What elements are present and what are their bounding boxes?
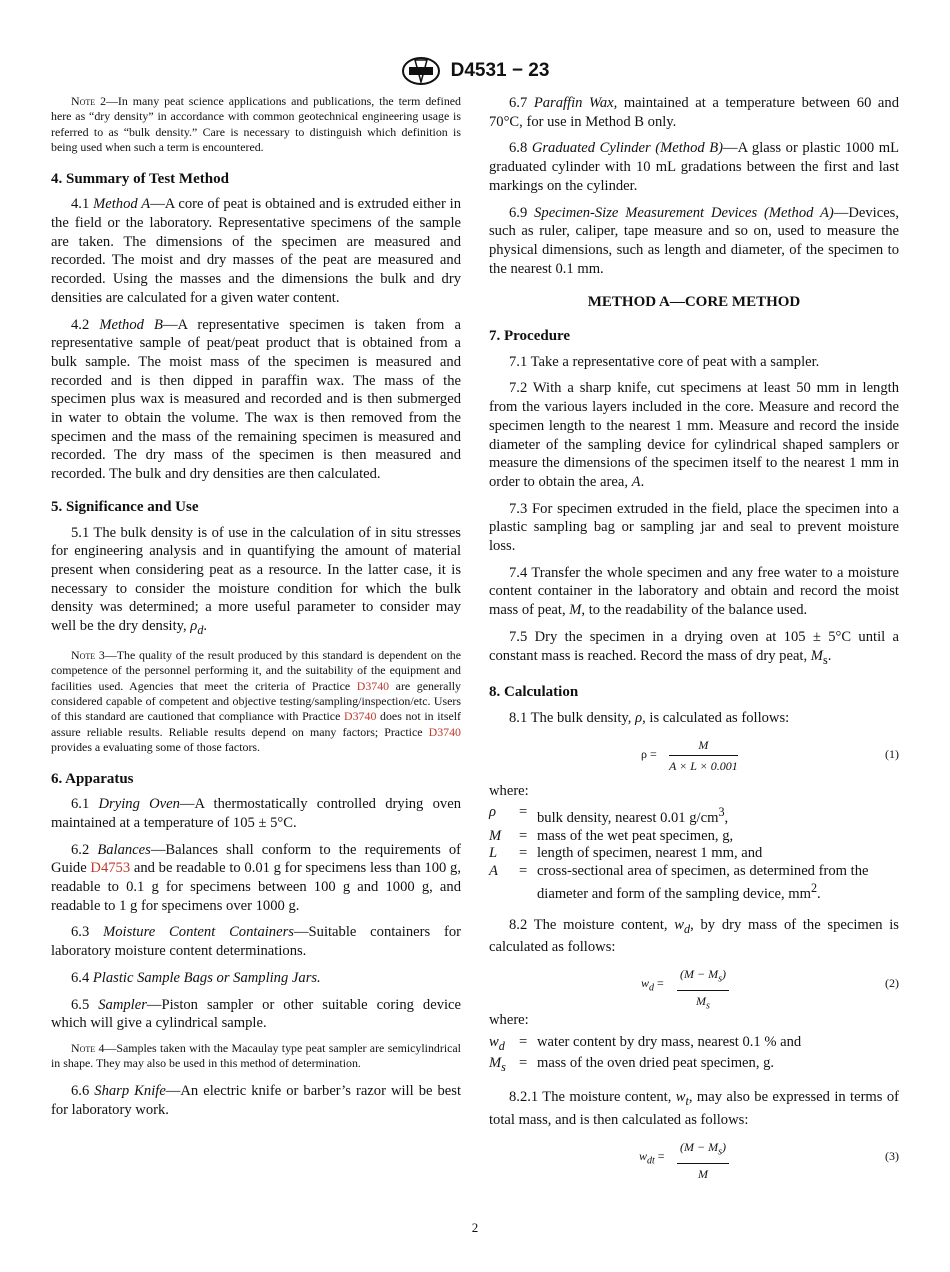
paragraph-4-2: 4.2 Method B—A representative specimen is taken from a representative sample of peat/peat product that is obtained from a bulk sample. The moist mass of the specimen is measured and recorded and is then dipped in paraffin wax. The mass of the specimen plus wax is measured and recorded and is then submerged in water to obtain the volume. The wax is then removed from the specimen and the mass of the remaining specimen is measured and recorded. The dry mass of the specimen is then measured and recorded. The bulk and dry densities are then calculated.	[51, 316, 461, 483]
page-number: 2	[471, 1220, 479, 1235]
page-header	[0, 56, 950, 86]
right-column	[489, 94, 899, 1184]
equation-2: $w_d$ = $\frac{(M - M_s)}{M_s}$ (2)	[641, 966, 899, 1012]
paragraph-6-6: 6.6 Sharp Knife—An electric knife or barber’s razor will be best for laboratory work.	[51, 1082, 462, 1118]
definition-item: M = mass of the wet peat specimen, g,	[489, 827, 734, 844]
note-3: Note 3—The quality of the result produced by this standard is dependent on the competence of the personnel performing it, and the suitability of the equipment and facilities used. Agencies that meet the criteria of Practice D3740 are generally considered capable of competent and objective testing/sampling/inspection/etc. Users of this standard are cautioned that compliance with Practice D3740 does not in itself assure reliable results. Reliable results depend on many factors; Practice D3740 provides a evaluating some of those factors.	[51, 647, 462, 755]
link-d4753[interactable]: D4753	[90, 860, 131, 877]
equation-3: $w_{dt}$ = $\frac{(M - M_s)}{M}$ (3)	[639, 1139, 899, 1181]
paragraph-4-1: 4.1 Method A—A core of peat is obtained and is extruded either in the field or the laboratory. Representative specimens of the sample are taken. The dimensions of the specimen are measured and recorded. The moist and dry masses of the peat are measured and recorded. Using the masses and the dimensions the bulk and dry densities are calculated for a given water content.	[51, 196, 461, 306]
left-column	[51, 94, 461, 1127]
where-label: where:	[489, 782, 529, 799]
paragraph-7-4: 7.4 Transfer the whole specimen and any free water to a moisture content container in the laboratory and obtain and record the moist mass of peat, M, to the readability of the balance used.	[489, 564, 899, 619]
paragraph-8-2: 8.2 The moisture content, $w_d$, by dry mass of the specimen is calculated as follows:	[489, 916, 899, 956]
paragraph-6-1: 6.1 Drying Oven—A thermostatically controlled drying oven maintained at a temperature of 105 ± 5°C.	[51, 796, 461, 831]
section-7-heading: 7. Procedure	[489, 328, 571, 345]
definitions-list-2	[489, 1034, 899, 1077]
note-4: Note 4—Samples taken with the Macaulay type peat sampler are semicylindrical in shape. They may also be used in this method of determination.	[51, 1040, 461, 1071]
link-d3740[interactable]: D3740	[356, 678, 390, 693]
paragraph-6-5: 6.5 Sampler—Piston sampler or other suitable coring device which will give a cylindrical sample.	[51, 996, 462, 1032]
where-label: where:	[489, 1011, 529, 1028]
paragraph-8-2-1: 8.2.1 The moisture content, $w_t$, may also be expressed in terms of total mass, and is then calculated as follows:	[489, 1089, 899, 1128]
link-d3740[interactable]: D3740	[428, 724, 461, 739]
definition-item: ρ = bulk density, nearest 0.01 $g/cm^3$,	[489, 804, 729, 827]
paragraph-6-8: 6.8 Graduated Cylinder (Method B)—A glass or plastic 1000 mL graduated cylinder with 10 mL gradations between the first and last markings on the cylinder.	[489, 140, 900, 194]
definition-item: L = length of specimen, nearest 1 mm, and	[489, 845, 763, 862]
section-8-heading: 8. Calculation	[489, 684, 579, 701]
equation-1: ρ = $\frac{M}{A \times L \times 0.001}$ (1)	[641, 737, 899, 774]
definition-item: A = cross-sectional area of specimen, as determined from the diameter and form of the sampling device, $mm^2$.	[489, 862, 869, 903]
link-d3740[interactable]: D3740	[344, 709, 377, 724]
document-id: D4531 − 23	[450, 60, 550, 81]
section-6-heading: 6. Apparatus	[51, 770, 134, 787]
definition-item: $M_s$ = mass of the oven dried peat specimen, g.	[489, 1054, 775, 1074]
astm-logo-icon	[401, 56, 441, 86]
paragraph-6-4: 6.4 Plastic Sample Bags or Sampling Jars.	[71, 969, 321, 986]
paragraph-5-1: 5.1 The bulk density is of use in the calculation of in situ stresses for engineering analysis and in quantifying the amount of material present when considering peat as a resource. In the latter case, it is necessary to consider the moisture condition for which the bulk density was determined; a more useful parameter to consider may well be the dry density, $\rho_d$.	[51, 524, 461, 637]
paragraph-7-2: 7.2 With a sharp knife, cut specimens at least 50 mm in length from the various layers included in the core. Measure and record the specimen length to the nearest 1 mm. Measure and record the inside diameter of the sampling device for cylindrical shaped samplers or measure the dimensions of the specimen itself to the nearest 1 mm in order to obtain the area, A.	[489, 380, 899, 490]
paragraph-7-3: 7.3 For specimen extruded in the field, place the specimen into a plastic sampling bag or sampling jar and seal to prevent moisture loss.	[489, 500, 899, 555]
paragraph-6-2: 6.2 Balances—Balances shall conform to the requirements of Guide D4753 and be readable to 0.01 g for specimens less than 100 g, readable to 0.1 g for specimens between 100 g and 1000 g, and readable to 1 g for specimens over 1000 g.	[51, 841, 461, 914]
definitions-list-1	[489, 804, 899, 903]
paragraph-6-9: 6.9 Specimen-Size Measurement Devices (Method A)—Devices, such as ruler, caliper, tape measure and so on, used to measure the physical dimensions, such as length and diameter, of the specimen to the nearest 0.1 mm.	[489, 204, 900, 277]
method-a-title: METHOD A—CORE METHOD	[587, 294, 801, 311]
paragraph-7-5: 7.5 Dry the specimen in a drying oven at 105 ± 5°C until a constant mass is reached. Record the mass of dry peat, $M_s$.	[489, 628, 899, 667]
paragraph-7-1: 7.1 Take a representative core of peat with a sampler.	[509, 353, 820, 370]
paragraph-6-3: 6.3 Moisture Content Containers—Suitable containers for laboratory moisture content determinations.	[51, 924, 461, 960]
paragraph-8-1: 8.1 The bulk density, ρ, is calculated as follows:	[509, 709, 790, 726]
definition-item: $w_d$ = water content by dry mass, nearest 0.1 % and	[489, 1033, 802, 1053]
paragraph-6-7: 6.7 Paraffin Wax, maintained at a temperature between 60 and 70°C, for use in Method B only.	[489, 95, 900, 130]
section-4-heading: 4. Summary of Test Method	[51, 170, 229, 187]
section-5-heading: 5. Significance and Use	[51, 498, 199, 515]
note-2: Note 2—In many peat science applications and publications, the term defined here as “dry density” in accordance with common geotechnical engineering usage is referred to as “bulk density.” Care is necessary to distinguish which definition is being used when such a term is encountered.	[51, 94, 461, 155]
